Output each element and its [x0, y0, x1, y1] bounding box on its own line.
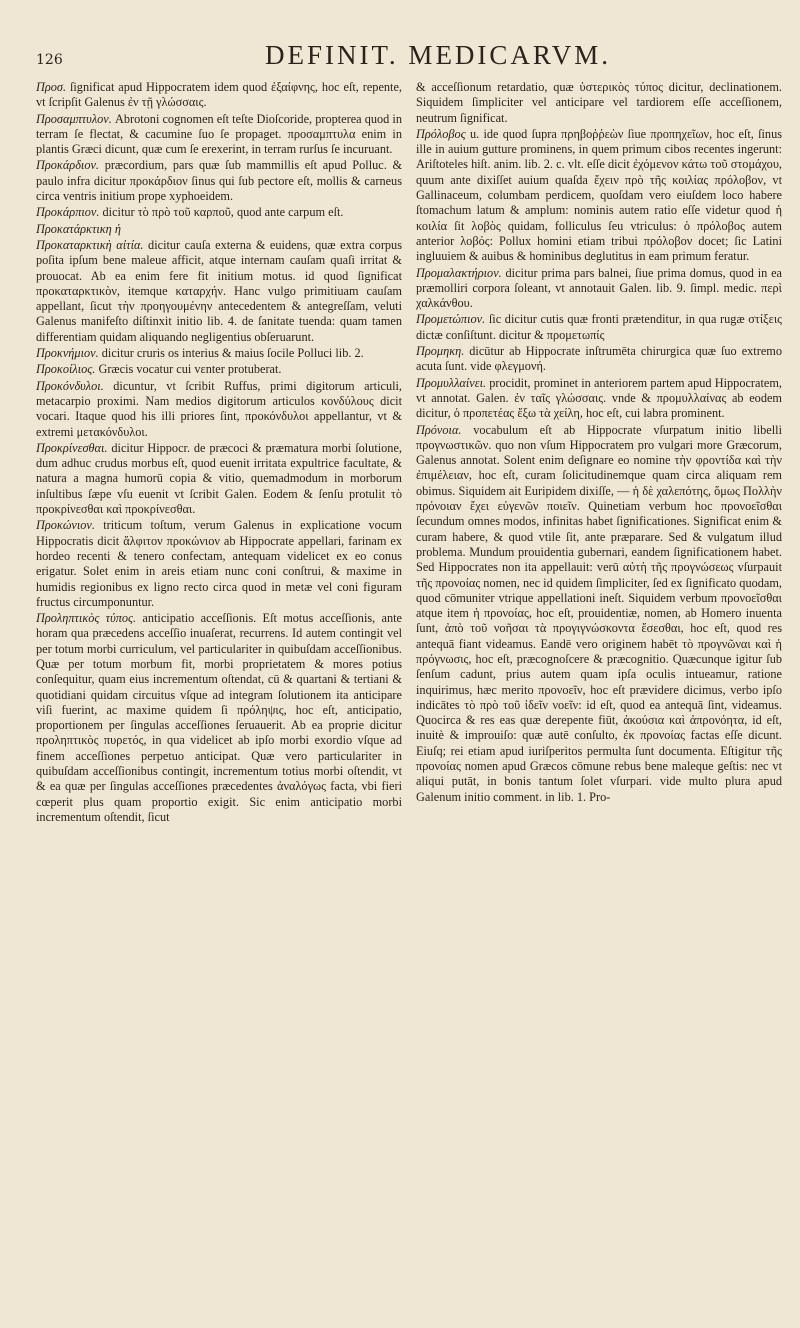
entry-headword: Προκοίλιος. — [36, 362, 96, 377]
entry-headword: Προσαμπτυλον. — [36, 111, 112, 126]
entry-definition: ſic dicitur cutis quæ fronti prætenditur, in qua rugæ στίξεις dictæ conſiſtunt. dicitur & προμετωπίς — [416, 312, 782, 342]
entry-headword: Προσ. — [36, 80, 67, 94]
entry-headword: Προκώνιον. — [36, 518, 95, 533]
entry-headword: Προκατάρκτικη ἡ — [36, 221, 121, 236]
dictionary-entry — [36, 205, 402, 220]
right-column — [416, 80, 782, 1310]
dictionary-entry — [36, 222, 402, 237]
entry-headword: Προκνήμιον. — [36, 346, 99, 361]
dictionary-entry — [416, 376, 782, 422]
dictionary-entry — [36, 238, 402, 345]
entry-headword: Προληπτικὸς τύπος. — [36, 611, 137, 626]
running-head: DEFINIT. MEDICARVM. — [264, 40, 612, 70]
dictionary-entry — [416, 266, 782, 312]
entry-headword: Πρόνοια. — [416, 422, 462, 437]
entry-definition: & acceſſionum retardatio, quæ ὑστερικὸς τύπος dicitur, declinationem. Siquidem ſimpliciter vel anticipare vel tardiorem eſſe acceſſionem, neutrum ſignificat. — [416, 80, 782, 125]
entry-headword: Προκρίνεσθαι. — [36, 440, 108, 455]
entry-definition: præcordium, pars quæ ſub mammillis eſt apud Polluc. & paulo infra dicitur προκάρδιον ſinus qui ſub pectore eſt, mollis & carneus circa ventris initium prope xyphoeidem. — [36, 158, 402, 204]
left-column — [36, 80, 402, 1310]
entry-definition: dicūtur ab Hippocrate inſtrumēta chirurgica quæ ſuo extremo acuta ſunt. vide φλεγμονή. — [416, 344, 782, 374]
entry-definition: dicitur τὸ πρὸ τοῦ καρποῦ, quod ante carpum eſt. — [102, 205, 344, 220]
entry-headword: Προμυλλαίνει. — [416, 375, 487, 390]
dictionary-entry — [36, 518, 402, 610]
entry-definition: procidit, prominet in anteriorem partem apud Hippocratem, vt annotat. Galen. ἐν ταῖς γλώσσαις. vnde & προμυλλαίνας ab eodem dicitur, ὁ προπετέας ἔξω τὰ χείλη, hoc eſt, cui labra prominent. — [416, 375, 782, 421]
page-header — [36, 40, 780, 74]
dictionary-entry — [416, 312, 782, 343]
entry-definition: anticipatio acceſſionis. Eſt motus acceſſionis, ante horam qua præcedens acceſſio inuaſerat, recurrens. Id autem contingit vel per totum morbi curriculum, vel particulariter in quibuſdam acceſſionibus. Quæ per totum morbum fit, morbi proprietatem & mores potius conſequitur, quam eius incrementum oſtendat, cū & quartani & tertiani & quotidiani quidam circuitus vſque ad integram ſolutionem ita anticipare viſi fuerint, ac maxime quidem ſi πρόληψις, hoc eſt, anticipatio, proportionem per ſingulas acceſſiones ſeruauerit. Ab ea proprie dicitur προληπτικὸς πυρετός, in qua videlicet ab ipſo morbi exordio vſque ad finem acceſſiones perpetuo anticipat. Quæ vero particulariter in quibuſdam acceſſionibus contingit, incrementum totius morbi oſtendit, vt & ea quæ per ſingulas acceſſiones præcedentes ἀναλόγως facta, vbi fieri cœperit plus quam proportio exigit. Sic enim anticipatio morbi incrementum oſtendit, ſicut — [36, 611, 402, 824]
entry-definition: dicitur prima pars balnei, ſiue prima domus, quod in ea præmolliri corpora ſoleant, vt annotauit Galen. lib. 9. ſimpl. medic. περὶ χαλκάνθου. — [416, 265, 782, 311]
entry-definition: Græcis vocatur cui vεnter protuberat. — [98, 362, 282, 377]
entry-definition: dicitur cruris os interius & maius ſocile Polluci lib. 2. — [101, 346, 364, 361]
dictionary-entry — [36, 441, 402, 517]
dictionary-entry — [36, 112, 402, 158]
entry-headword: Προκόνδυλοι. — [36, 378, 104, 393]
dictionary-entry — [36, 346, 402, 361]
dictionary-entry — [416, 344, 782, 375]
entry-definition: u. ide quod ſupra πρηβοῤῥεὼν ſiue προπηχεῖων, hoc eſt, ſinus ille in auium gutture prominens, in quem primum cibos recentes ingerunt: Ariſtoteles hiſt. anim. lib. 2. c. vlt. eſſe dicit ἐχόμενον κάτω τοῦ στομάχου, quum ante dixiſſet auium quaſda ἔχειν πρὸ τῆς κοιλίας πρόλοβον, vt Gallinaceum, columbam perdicem, quoſdam vero eiuſdem loco habere ſtomachum latum & amplum: nominis autem ratio eſſe videtur quod ἡ κοιλία ſit λοβὸς quidam, folliculus ſeu vtriculus: ὁ πρόλοβος autem anterior λοβός: Pollux homini etiam tribui πρόλοβον docet; ſic Latini ingluuiem & auibus & hominibus deglutitus in eam primum feratur. — [416, 126, 782, 264]
entry-headword: Προκάρπιον. — [36, 205, 100, 220]
dictionary-entry — [416, 80, 782, 126]
text-columns — [36, 80, 782, 1310]
dictionary-entry — [416, 423, 782, 805]
entry-definition: vocabulum eſt ab Hippocrate vſurpatum initio libelli προγνωστικῶν. quo non vſum Hippocratem pro vulgari more Græcorum, Galenus annotat. Solent enim deſignare eo nomine τὴν φροντίδα καὶ τὴν ἐπιμέλειαν, hoc eſt, curam ſolicitudinemque quam circa aliquam rem obimus. Siquidem ait Euripidem dixiſſe, — ἡ δὲ χαλεπότης, ὅμως Πολλὴν πρόνοιαν ἔχει εὐγενῶν ποιεῖν. Quinetiam verbum hoc προνοεῖσθαι ſecundum omnes modos, infinitas habet ſignificationes. Significat enim & curam habere, & quod vtile ſit, ante præparare. Sed & vulgatum illud problema. Mundum prouidentia gubernari, eandem ſignificationem habet. Sed Hippocrates non ita appellauit: verū αὐτὴ τῆς προγνώσεως vſurpauit τῆς προνοίας nomen, nec id quidem ſimpliciter, ſed ex ſignificato quodam, quod cōmuniter vtrique appellationi ineſt. Siquidem verbum προνοεῖσθαι atque item ἡ προνοίας, hoc eſt, prouidentiæ, nomen, ab Homero inuenta ſunt, ἀπὸ τοῦ νοῆσαι τὰ προγιγνώσκοντα ἔσεσθαι, hoc eſt, quod res antequā fiant videamus. Eandē vero originem habēt τὸ προγνῶναι καὶ ἡ πρόγνωσις, hoc eſt, præcognoſcere & præcognitio. Quæcunque igitur ſub ſenſum cadunt, prius autem quam ipſa oculis intueamur, ratione inquirimus, hæc merito προνοεῖν, hoc eſt prævidere dicimus, verbo ipſo indicātes τὸ πρὸ τοῦ ἰδεῖν νοεῖν: id eſt, quod ea antequā ſint, videamus. Quocirca & res eas quæ derepente fiūt, ἀκούσια καὶ ἀπρονόητα, id eſt, inuitè & improuiſo: quæ autē conſulto, ἐκ προνοίας factas eſſe dicunt. Eiuſq; rei etiam apud iuriſperitos permulta ſunt documenta. Eſtigitur τῆς προνοίας nomen apud Græcos cōmune rebus bene maleque geſtis: nec vt aliqui putāt, in bonis tantum ſolet vſurpari. vide multo plura apud Galenum initio comment. in lib. 1. Pro- — [416, 422, 782, 804]
dictionary-entry — [36, 80, 402, 111]
dictionary-entry — [36, 362, 402, 377]
dictionary-entry — [36, 611, 402, 825]
entry-headword: Προμετώπιον. — [416, 312, 486, 327]
entry-headword: Προμηκη. — [416, 344, 465, 359]
dictionary-entry — [36, 379, 402, 440]
entry-definition: triticum toſtum, verum Galenus in explicatione vocum Hippocratis dicit ἄλφιτον προκώνιον ab Hippocrate appellari, farinam ex hordeo recenti & tenero confectam, antequam videlicet ex eo conus erigatur. Solet enim in areis etiam nunc coni conſtrui, & maxime in humidis regionibus ex ligno recto circa quod in metæ vel coni figuram fructus circumponuntur. — [36, 518, 402, 609]
dictionary-entry — [36, 158, 402, 204]
entry-definition: dicitur Hippocr. de præcoci & præmatura morbi ſolutione, dum adhuc crudus morbus eſt, quod euenit irritata expultrice facultate, & natura a magna humorū copia & vitio, quemadmodum in morborum inſultibus ſæpe vſu euenit vt ſcribit Galen. Eodem & ſenſu protulit τὸ προκρίνεσθαι καὶ προκρίνεσθαι. — [36, 440, 402, 517]
entry-headword: Προμαλακτήριον. — [416, 265, 502, 280]
entry-definition: dicuntur, vt ſcribit Ruffus, primi digitorum articuli, metacarpio proximi. Nam medios digitorum articulos κονδύλους dicit vocari. Itaque quod his illi priores ſint, προκόνδυλοι appellantur, vt & extremi μετακόνδυλοι. — [36, 378, 402, 439]
entry-definition: Abrotoni cognomen eſt teſte Dioſcoride, propterea quod in terram ſe flectat, & cacumine ſuo ſe propaget. προσαμπτυλα enim in plantis Græci dicunt, quæ cum ſe erexerint, in terram rurſus ſe incuruant. — [36, 111, 402, 157]
entry-headword: Προκάρδιον. — [36, 158, 100, 173]
entry-definition: ſignificat apud Hippocratem idem quod ἐξαίφνης, hoc eſt, repente, vt ſcripſit Galenus ἐν τῇ γλώσσαις. — [36, 80, 402, 110]
entry-headword: Προκαταρκτικὴ αἰτία. — [36, 237, 144, 252]
entry-definition: dicitur cauſa externa & euidens, quæ extra corpus poſita ipſum bene maleue afficit, atque internam cauſam quaſi irritat & prouocat. Ab ea enim fere fit initium motus. id quod ſignificat προκαταρκτικὸν, itemque καταρχήν. Hanc vulgo primitiuam cauſam appellant, ſicut τὴν προηγουμένην antecedentem & antegreſſam, veluti Galenus manifeſto diſtinxit initio lib. 4. de ſanitate tuenda: quam tamen differentiam quidam aliquando negligentius obſeruarunt. — [36, 237, 402, 344]
page-number: 126 — [36, 52, 63, 68]
dictionary-entry — [416, 127, 782, 265]
entry-headword: Πρόλοβος — [416, 126, 466, 141]
